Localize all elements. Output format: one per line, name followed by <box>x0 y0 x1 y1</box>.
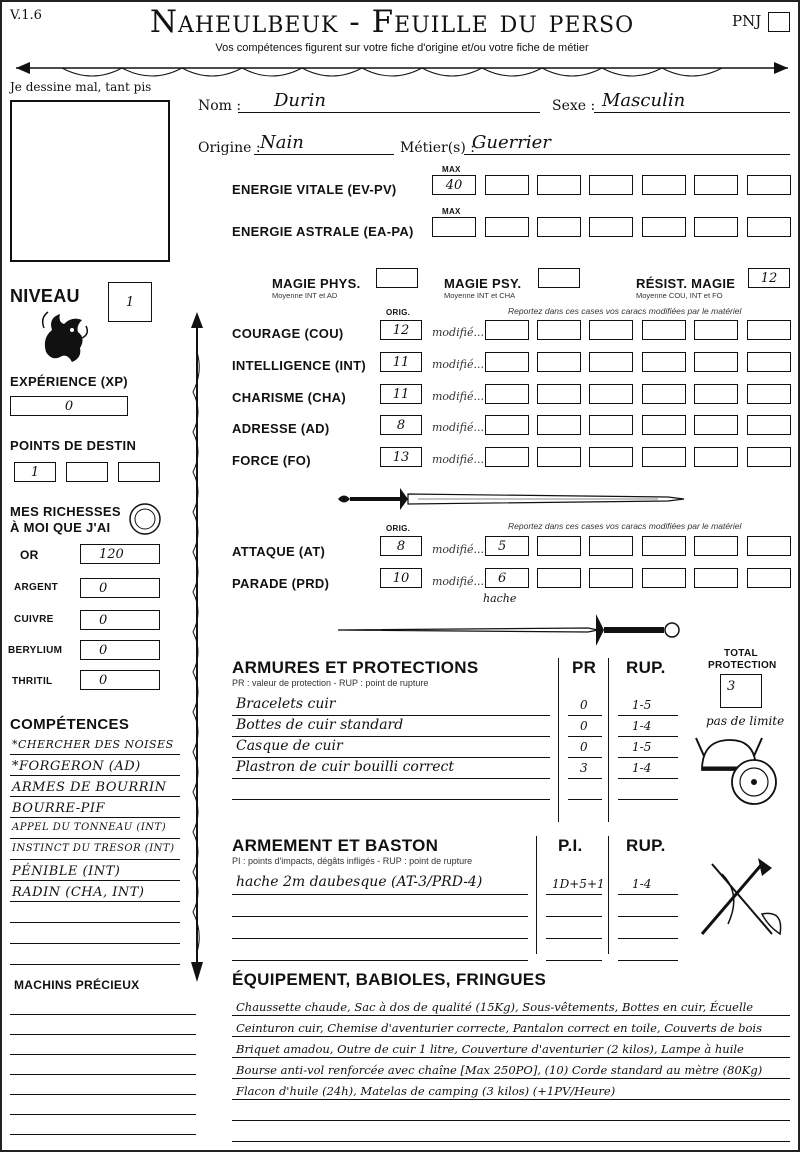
berylium-label: BERYLIUM <box>8 645 63 656</box>
carac-modified-box[interactable] <box>642 415 686 435</box>
adresse-box[interactable]: 8 <box>380 415 422 435</box>
armure-pr: 0 <box>580 698 588 712</box>
resist-magie-box[interactable]: 12 <box>748 268 790 288</box>
intelligence-box[interactable]: 11 <box>380 352 422 372</box>
thritil-label: THRITIL <box>12 676 53 687</box>
pnj-label: PNJ <box>732 12 762 30</box>
attaque-modif-label: modifié... <box>432 543 484 556</box>
armure-pr-line[interactable] <box>568 738 602 758</box>
argent-label: ARGENT <box>14 582 59 593</box>
armures-note: PR : valeur de protection - RUP : point de rupture <box>232 678 429 688</box>
total-protection-box[interactable]: 3 <box>720 674 762 708</box>
machin-line[interactable] <box>10 1056 196 1075</box>
combat-mod-note: hache <box>483 592 517 605</box>
carac-modified-box[interactable] <box>747 384 791 404</box>
arme-rup-line[interactable] <box>618 874 678 895</box>
armure-rup-line[interactable] <box>618 738 678 758</box>
pnj-checkbox[interactable] <box>768 12 790 32</box>
experience-box[interactable]: 0 <box>10 396 128 416</box>
armure-name: Bracelets cuir <box>236 696 336 712</box>
sword-icon <box>338 484 688 514</box>
equipement-item: Ceinturon cuir, Chemise d'aventurier correcte, Pantalon correct en toile, Couverts de bois <box>236 1021 763 1035</box>
argent-box[interactable]: 0 <box>80 578 160 598</box>
armure-rup-line[interactable] <box>618 717 678 737</box>
charisme-label: CHARISME (CHA) <box>232 390 346 405</box>
combat-modified-box[interactable] <box>747 568 791 588</box>
spear-icon <box>187 312 207 982</box>
arme-pi-line[interactable] <box>546 918 602 939</box>
magie-phys-note: Moyenne INT et AD <box>272 291 338 300</box>
arme-pi-line[interactable] <box>546 874 602 895</box>
armures-col-divider <box>608 658 609 822</box>
carac-modified-box[interactable] <box>485 320 529 340</box>
force-modif-label: modifié... <box>432 453 484 466</box>
combat-modified-box[interactable] <box>537 536 581 556</box>
armure-rup: 1-5 <box>632 698 652 712</box>
carac-modified-box[interactable] <box>642 384 686 404</box>
armures-col-pr: PR <box>572 658 597 677</box>
combat-modified-box[interactable] <box>589 568 633 588</box>
sexe-label: Sexe : <box>552 98 596 114</box>
armure-line[interactable] <box>232 717 550 737</box>
carac-modified-box[interactable] <box>589 320 633 340</box>
ea-box[interactable] <box>747 217 791 237</box>
or-label: OR <box>20 548 39 562</box>
arme-line[interactable] <box>232 874 528 895</box>
armure-pr: 0 <box>580 719 588 733</box>
armure-line[interactable] <box>232 738 550 758</box>
portrait-box[interactable] <box>10 100 170 262</box>
armure-pr-line[interactable] <box>568 780 602 800</box>
sword-icon <box>338 610 688 650</box>
ev-label: ENERGIE VITALE (EV-PV) <box>232 182 397 197</box>
ea-box[interactable] <box>485 217 529 237</box>
arme-line[interactable] <box>232 940 528 961</box>
combat-modified-box[interactable] <box>694 568 738 588</box>
armement-col-pi: P.I. <box>558 836 583 855</box>
armure-name: Casque de cuir <box>236 738 343 754</box>
magie-psy-box[interactable] <box>538 268 580 288</box>
force-label: FORCE (FO) <box>232 453 311 468</box>
competences-title: COMPÉTENCES <box>10 716 130 733</box>
arme-pi: 1D+5+1 <box>552 877 605 891</box>
competence-item: *CHERCHER DES NOISES <box>12 738 174 751</box>
attaque-label: ATTAQUE (AT) <box>232 544 326 559</box>
destin-box[interactable]: 1 <box>14 462 56 482</box>
arme-line[interactable] <box>232 896 528 917</box>
carac-modified-box[interactable] <box>589 415 633 435</box>
magie-psy-note: Moyenne INT et CHA <box>444 291 516 300</box>
limit-note: pas de limite <box>706 714 785 728</box>
weapons-icon <box>692 854 792 944</box>
armure-pr: 0 <box>580 740 588 754</box>
parade-modif-label: modifié... <box>432 575 484 588</box>
ea-label: ENERGIE ASTRALE (EA-PA) <box>232 224 414 239</box>
carac-modified-box[interactable] <box>694 320 738 340</box>
niveau-box[interactable]: 1 <box>108 282 152 322</box>
total-protection-label: TOTAL <box>724 648 758 659</box>
cuivre-label: CUIVRE <box>14 614 54 625</box>
or-box[interactable]: 120 <box>80 544 160 564</box>
parade-box[interactable]: 10 <box>380 568 422 588</box>
arme-pi-line[interactable] <box>546 896 602 917</box>
charisme-box[interactable]: 11 <box>380 384 422 404</box>
ea-value-box[interactable] <box>432 217 476 237</box>
carac-modified-box[interactable] <box>537 384 581 404</box>
adresse-label: ADRESSE (AD) <box>232 421 330 436</box>
armement-col-divider <box>608 836 609 954</box>
armure-name: Plastron de cuir bouilli correct <box>236 759 454 775</box>
carac-modified-box[interactable] <box>537 352 581 372</box>
ev-box[interactable] <box>747 175 791 195</box>
arme-pi-line[interactable] <box>546 940 602 961</box>
cuivre-box[interactable]: 0 <box>80 610 160 630</box>
ev-box[interactable] <box>642 175 686 195</box>
resist-magie-note: Moyenne COU, INT et FO <box>636 291 723 300</box>
equipement-item: Briquet amadou, Outre de cuir 1 litre, Couverture d'aventurier (2 kilos), Lampe à huile <box>236 1042 744 1056</box>
carac-modified-box[interactable] <box>747 320 791 340</box>
armures-col-rup: RUP. <box>626 658 666 677</box>
combat-modified-box[interactable] <box>642 536 686 556</box>
armure-pr-line[interactable] <box>568 717 602 737</box>
origine-label: Origine : <box>198 140 261 156</box>
carac-modified-box[interactable] <box>642 447 686 467</box>
coin-icon <box>128 502 162 536</box>
destin-box[interactable] <box>118 462 160 482</box>
combat-report-note: Reportez dans ces cases vos caracs modifiées par le matériel <box>508 521 742 531</box>
version-label: V.1.6 <box>10 8 42 23</box>
thritil-box[interactable]: 0 <box>80 670 160 690</box>
competence-item: BOURRE-PIF <box>12 801 106 816</box>
equipement-line[interactable] <box>232 1101 790 1121</box>
carac-modified-box[interactable] <box>485 384 529 404</box>
attaque-box[interactable]: 8 <box>380 536 422 556</box>
intelligence-label: INTELLIGENCE (INT) <box>232 358 366 373</box>
armure-line[interactable] <box>232 696 550 716</box>
carac-report-note: Reportez dans ces cases vos caracs modifiées par le matériel <box>508 306 742 316</box>
intelligence-modif-label: modifié... <box>432 358 484 371</box>
adresse-modif-label: modifié... <box>432 421 484 434</box>
carac-modified-box[interactable] <box>485 447 529 467</box>
carac-modified-box[interactable] <box>485 352 529 372</box>
force-box[interactable]: 13 <box>380 447 422 467</box>
carac-orig-label: ORIG. <box>386 308 411 317</box>
arme-rup-line[interactable] <box>618 918 678 939</box>
carac-modified-box[interactable] <box>537 447 581 467</box>
sexe-value: Masculin <box>602 90 686 111</box>
machins-title: MACHINS PRÉCIEUX <box>14 978 140 992</box>
armement-title: ARMEMENT ET BASTON <box>232 836 439 855</box>
carac-modified-box[interactable] <box>747 415 791 435</box>
armure-rup: 1-4 <box>632 761 652 775</box>
ev-box[interactable] <box>694 175 738 195</box>
competence-item: RADIN (CHA, INT) <box>12 885 145 900</box>
ev-value-box[interactable]: 40 <box>432 175 476 195</box>
carac-modified-box[interactable] <box>694 415 738 435</box>
charisme-modif-label: modifié... <box>432 390 484 403</box>
carac-modified-box[interactable] <box>537 415 581 435</box>
courage-modif-label: modifié... <box>432 326 484 339</box>
berylium-box[interactable]: 0 <box>80 640 160 660</box>
armure-rup: 1-4 <box>632 719 652 733</box>
carac-modified-box[interactable] <box>747 352 791 372</box>
competence-line[interactable] <box>10 925 180 944</box>
competence-item: INSTINCT DU TRESOR (INT) <box>12 843 175 854</box>
ev-box[interactable] <box>537 175 581 195</box>
origine-value: Nain <box>260 132 304 153</box>
competence-item: PÉNIBLE (INT) <box>12 864 121 879</box>
page-subtitle: Vos compétences figurent sur votre fiche d'origine et/ou votre fiche de métier <box>215 42 589 54</box>
ev-max-label: MAX <box>442 165 461 174</box>
helmet-shield-icon <box>696 730 786 810</box>
destin-box[interactable] <box>66 462 108 482</box>
ea-max-label: MAX <box>442 207 461 216</box>
armure-line[interactable] <box>232 780 550 800</box>
armure-rup-line[interactable] <box>618 759 678 779</box>
courage-box[interactable]: 12 <box>380 320 422 340</box>
machin-line[interactable] <box>10 1036 196 1055</box>
experience-label: EXPÉRIENCE (XP) <box>10 374 128 389</box>
nom-label: Nom : <box>198 98 242 114</box>
armure-line[interactable] <box>232 759 550 779</box>
magie-phys-label: MAGIE PHYS. <box>272 276 361 291</box>
niveau-label: NIVEAU <box>10 286 80 306</box>
arme-rup-line[interactable] <box>618 896 678 917</box>
armures-col-divider <box>558 658 559 822</box>
combat-modified-box[interactable] <box>589 536 633 556</box>
carac-modified-box[interactable] <box>589 352 633 372</box>
armure-pr-line[interactable] <box>568 696 602 716</box>
carac-modified-box[interactable] <box>589 384 633 404</box>
machin-line[interactable] <box>10 1096 196 1115</box>
ev-box[interactable] <box>485 175 529 195</box>
carac-modified-box[interactable] <box>694 384 738 404</box>
ea-box[interactable] <box>694 217 738 237</box>
arme-line[interactable] <box>232 918 528 939</box>
machin-line[interactable] <box>10 1116 196 1135</box>
machin-line[interactable] <box>10 996 196 1015</box>
attaque-mod-box[interactable]: 5 <box>485 536 529 556</box>
carac-modified-box[interactable] <box>642 352 686 372</box>
equipement-item: Bourse anti-vol renforcée avec chaîne [Max 250PO], (10) Corde standard au mètre (80Kg) <box>236 1063 763 1077</box>
dragon-icon <box>38 308 88 364</box>
armure-pr-line[interactable] <box>568 759 602 779</box>
armure-rup-line[interactable] <box>618 780 678 800</box>
armement-col-divider <box>536 836 537 954</box>
equipement-item: Chaussette chaude, Sac à dos de qualité (15Kg), Sous-vêtements, Bottes en cuir, Écuelle <box>236 1000 754 1014</box>
carac-modified-box[interactable] <box>537 320 581 340</box>
carac-modified-box[interactable] <box>747 447 791 467</box>
ea-box[interactable] <box>642 217 686 237</box>
armure-name: Bottes de cuir standard <box>236 717 404 733</box>
competence-line[interactable] <box>10 904 180 923</box>
combat-modified-box[interactable] <box>537 568 581 588</box>
armure-rup-line[interactable] <box>618 696 678 716</box>
resist-magie-label: RÉSIST. MAGIE <box>636 276 736 291</box>
parade-label: PARADE (PRD) <box>232 576 330 591</box>
richesses-label-2: À MOI QUE J'AI <box>10 520 111 535</box>
magie-psy-label: MAGIE PSY. <box>444 276 522 291</box>
portrait-caption: Je dessine mal, tant pis <box>10 80 152 94</box>
equipement-line[interactable] <box>232 1122 790 1142</box>
arme-rup: 1-4 <box>632 877 652 891</box>
armures-title: ARMURES ET PROTECTIONS <box>232 658 479 677</box>
page-title: Naheulbeuk - Feuille du perso <box>149 4 635 40</box>
ea-box[interactable] <box>537 217 581 237</box>
equipement-item: Flacon d'huile (24h), Matelas de camping (3 kilos) (+1PV/Heure) <box>236 1084 616 1098</box>
armure-pr: 3 <box>580 761 588 775</box>
machin-line[interactable] <box>10 1016 196 1035</box>
competence-line[interactable] <box>10 946 180 965</box>
total-protection-label-2: PROTECTION <box>708 660 777 671</box>
carac-modified-box[interactable] <box>694 352 738 372</box>
magie-phys-box[interactable] <box>376 268 418 288</box>
ev-box[interactable] <box>589 175 633 195</box>
metier-label: Métier(s) : <box>400 140 475 156</box>
combat-modified-box[interactable] <box>694 536 738 556</box>
arme-name: hache 2m daubesque (AT-3/PRD-4) <box>236 874 483 890</box>
metier-value: Guerrier <box>472 132 551 153</box>
armement-col-rup: RUP. <box>626 836 666 855</box>
arme-rup-line[interactable] <box>618 940 678 961</box>
armement-note: PI : points d'impacts, dégâts infligés - RUP : point de rupture <box>232 856 473 866</box>
combat-modified-box[interactable] <box>642 568 686 588</box>
destin-label: POINTS DE DESTIN <box>10 438 137 453</box>
equipement-title: ÉQUIPEMENT, BABIOLES, FRINGUES <box>232 970 547 989</box>
armure-rup: 1-5 <box>632 740 652 754</box>
courage-label: COURAGE (COU) <box>232 326 344 341</box>
carac-modified-box[interactable] <box>642 320 686 340</box>
competence-item: ARMES DE BOURRIN <box>12 780 167 795</box>
nom-value: Durin <box>274 90 326 111</box>
machin-line[interactable] <box>10 1076 196 1095</box>
richesses-label: MES RICHESSES <box>10 504 121 519</box>
competence-item: APPEL DU TONNEAU (INT) <box>12 822 167 833</box>
competence-item: *FORGERON (AD) <box>12 759 141 774</box>
combat-orig-label: ORIG. <box>386 524 411 533</box>
ea-box[interactable] <box>589 217 633 237</box>
combat-modified-box[interactable] <box>747 536 791 556</box>
carac-modified-box[interactable] <box>589 447 633 467</box>
carac-modified-box[interactable] <box>485 415 529 435</box>
parade-mod-box[interactable]: 6 <box>485 568 529 588</box>
carac-modified-box[interactable] <box>694 447 738 467</box>
